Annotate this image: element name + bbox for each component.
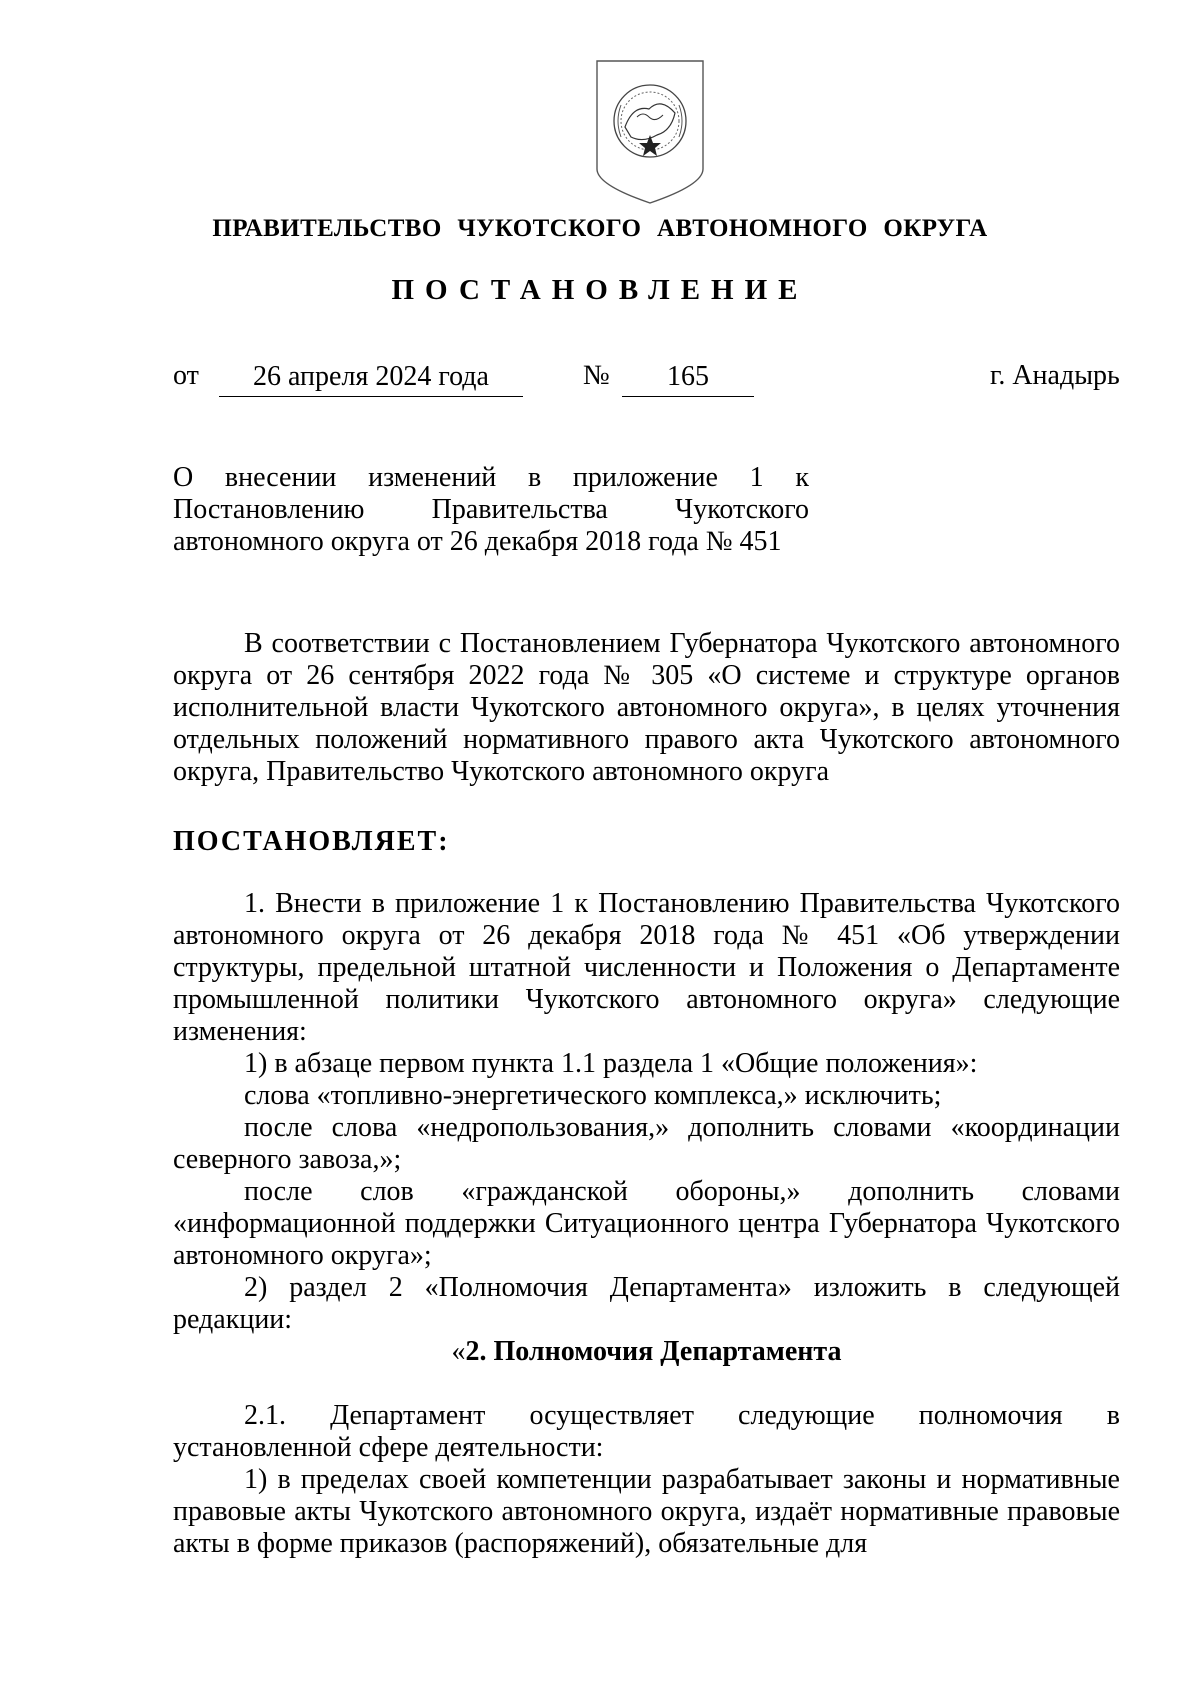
subject-line-3: автономного округа от 26 декабря 2018 года № 451 bbox=[173, 526, 782, 557]
section-2-heading bbox=[173, 1336, 1120, 1368]
coat-of-arms-emblem bbox=[591, 57, 709, 205]
section-2-title: 2. Полномочия Департамента bbox=[465, 1336, 842, 1367]
emblem-shield-icon bbox=[591, 57, 709, 205]
section-open-quote: « bbox=[451, 1336, 466, 1367]
document-city: г. Анадырь bbox=[990, 360, 1120, 391]
document-subject bbox=[173, 462, 809, 558]
item-1-subitem-2: слова «топливно-энергетического комплекса,» исключить; bbox=[244, 1080, 942, 1111]
document-type-title: ПОСТАНОВЛЕНИЕ bbox=[391, 274, 809, 306]
government-title: ПРАВИТЕЛЬСТВО ЧУКОТСКОГО АВТОНОМНОГО ОКРУГА bbox=[212, 215, 988, 242]
item-1-subitem-1: 1) в абзаце первом пункта 1.1 раздела 1 «Общие положения»: bbox=[244, 1048, 978, 1079]
item-2-1-subitem-1: 1) в пределах своей компетенции разрабатывает законы и нормативные правовые акты Чукотского автономного округа, издаёт нормативные правовые акты в форме приказов (распоряжений), обязательные для bbox=[173, 1464, 1120, 1559]
subject-line-2: Постановлению Правительства Чукотского bbox=[173, 494, 809, 525]
item-1-paragraph: 1. Внести в приложение 1 к Постановлению Правительства Чукотского автономного округа от 26 декабря 2018 года № 451 «Об утверждении структуры, предельной штатной численности и Положения о Департаменте промышленной политики Чукотского автономного округа» следующие изменения: bbox=[173, 888, 1120, 1047]
number-label: № bbox=[583, 360, 610, 391]
date-from-label: от bbox=[173, 360, 199, 391]
item-1-subitem-4: после слов «гражданской обороны,» дополнить словами «информационной поддержки Ситуационного центра Губернатора Чукотского автономного округа»; bbox=[173, 1176, 1120, 1271]
item-1-subitem-5: 2) раздел 2 «Полномочия Департамента» изложить в следующей редакции: bbox=[173, 1272, 1120, 1335]
document-date: 26 апреля 2024 года bbox=[219, 360, 523, 397]
blank-line bbox=[173, 1368, 1120, 1400]
item-2-1-paragraph: 2.1. Департамент осуществляет следующие полномочия в установленной сфере деятельности: bbox=[173, 1400, 1120, 1463]
document-number: 165 bbox=[622, 360, 754, 397]
subject-line-1: О внесении изменений в приложение 1 к bbox=[173, 462, 809, 493]
resolution-body bbox=[173, 888, 1120, 1560]
preamble-block bbox=[173, 628, 1120, 788]
preamble-paragraph: В соответствии с Постановлением Губернатора Чукотского автономного округа от 26 сентября 2022 года № 305 «О системе и структуре органов исполнительной власти Чукотского автономного округа», в целях уточнения отдельных положений нормативного правого акта Чукотского автономного округа, Правительство Чукотского автономного округа bbox=[173, 628, 1120, 787]
resolves-heading: ПОСТАНОВЛЯЕТ: bbox=[173, 826, 450, 857]
item-1-subitem-3: после слова «недропользования,» дополнить словами «координации северного завоза,»; bbox=[173, 1112, 1120, 1175]
